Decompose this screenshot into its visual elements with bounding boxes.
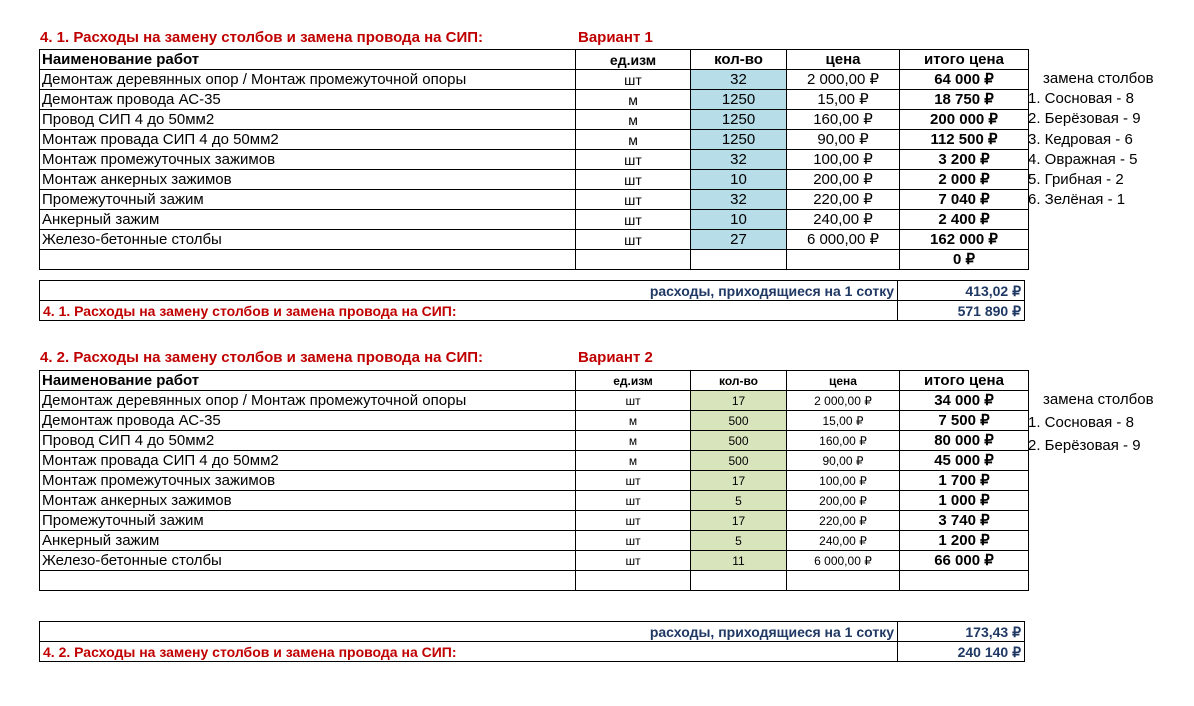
row-total[interactable]: 34 000 ₽: [900, 391, 1029, 411]
row-qty[interactable]: [691, 250, 787, 270]
row-name[interactable]: Монтаж провада СИП 4 до 50мм2: [40, 130, 576, 150]
row-unit[interactable]: шт: [576, 531, 691, 551]
row-qty[interactable]: [691, 571, 787, 591]
row-unit[interactable]: м: [576, 130, 691, 150]
section2-table: [39, 370, 1029, 591]
side-note: 3. Кедровая - 6: [1028, 131, 1133, 148]
row-unit[interactable]: шт: [576, 391, 691, 411]
header-unit: ед.изм: [576, 371, 691, 391]
header-total: итого цена: [900, 371, 1029, 391]
row-total[interactable]: 200 000 ₽: [900, 110, 1029, 130]
row-unit[interactable]: шт: [576, 150, 691, 170]
row-total[interactable]: 1 700 ₽: [900, 471, 1029, 491]
total-value[interactable]: 571 890 ₽: [898, 301, 1025, 321]
table-row: [40, 531, 1029, 551]
header-name: Наименование работ: [40, 50, 576, 70]
table-row: [40, 130, 1029, 150]
table-row: [40, 491, 1029, 511]
total-row: [40, 301, 1025, 321]
row-price[interactable]: 2 000,00 ₽: [787, 70, 900, 90]
row-name[interactable]: Монтаж промежуточных зажимов: [40, 471, 576, 491]
row-unit[interactable]: шт: [576, 511, 691, 531]
row-price[interactable]: 100,00 ₽: [787, 471, 900, 491]
per-sotka-row: [40, 622, 1025, 642]
row-name[interactable]: Промежуточный зажим: [40, 190, 576, 210]
row-name[interactable]: Демонтаж провода АС-35: [40, 90, 576, 110]
row-price[interactable]: 100,00 ₽: [787, 150, 900, 170]
row-name[interactable]: Промежуточный зажим: [40, 511, 576, 531]
row-total[interactable]: 45 000 ₽: [900, 451, 1029, 471]
row-unit[interactable]: шт: [576, 491, 691, 511]
row-name[interactable]: Провод СИП 4 до 50мм2: [40, 431, 576, 451]
table-row: [40, 250, 1029, 270]
row-qty[interactable]: 5: [691, 531, 787, 551]
row-price[interactable]: 2 000,00 ₽: [787, 391, 900, 411]
row-qty[interactable]: 32: [691, 190, 787, 210]
row-qty[interactable]: 27: [691, 230, 787, 250]
row-name[interactable]: Монтаж провада СИП 4 до 50мм2: [40, 451, 576, 471]
row-total[interactable]: 7 040 ₽: [900, 190, 1029, 210]
row-unit[interactable]: шт: [576, 70, 691, 90]
row-qty[interactable]: 1250: [691, 130, 787, 150]
table-row: [40, 110, 1029, 130]
row-unit[interactable]: м: [576, 411, 691, 431]
row-price[interactable]: [787, 250, 900, 270]
row-total[interactable]: 0 ₽: [900, 250, 1029, 270]
row-unit[interactable]: [576, 571, 691, 591]
row-qty[interactable]: 500: [691, 451, 787, 471]
row-name[interactable]: Железо-бетонные столбы: [40, 551, 576, 571]
row-name[interactable]: [40, 571, 576, 591]
row-name[interactable]: Монтаж анкерных зажимов: [40, 491, 576, 511]
row-total[interactable]: [900, 571, 1029, 591]
header-qty: кол-во: [691, 371, 787, 391]
row-qty[interactable]: 500: [691, 431, 787, 451]
side-note: 4. Овражная - 5: [1028, 151, 1138, 168]
row-total[interactable]: 162 000 ₽: [900, 230, 1029, 250]
table-row: [40, 551, 1029, 571]
row-price[interactable]: 15,00 ₽: [787, 90, 900, 110]
row-name[interactable]: Демонтаж деревянных опор / Монтаж промежуточной опоры: [40, 391, 576, 411]
row-price[interactable]: 240,00 ₽: [787, 210, 900, 230]
row-total[interactable]: 112 500 ₽: [900, 130, 1029, 150]
table-row: [40, 170, 1029, 190]
row-total[interactable]: 80 000 ₽: [900, 431, 1029, 451]
row-unit[interactable]: м: [576, 90, 691, 110]
per-sotka-label: расходы, приходящиеся на 1 сотку: [40, 281, 898, 301]
table-header: [40, 371, 1029, 391]
total-label: 4. 1. Расходы на замену столбов и замена провода на СИП:: [40, 301, 898, 321]
side-note: 1. Сосновая - 8: [1028, 414, 1134, 431]
table-row: [40, 391, 1029, 411]
row-unit[interactable]: шт: [576, 190, 691, 210]
table-row: [40, 190, 1029, 210]
row-unit[interactable]: м: [576, 110, 691, 130]
table-row: [40, 471, 1029, 491]
table-header: [40, 50, 1029, 70]
row-price[interactable]: 6 000,00 ₽: [787, 551, 900, 571]
section2-variant: Вариант 2: [578, 349, 653, 366]
row-price[interactable]: 90,00 ₽: [787, 130, 900, 150]
row-total[interactable]: 3 740 ₽: [900, 511, 1029, 531]
row-total[interactable]: 64 000 ₽: [900, 70, 1029, 90]
row-qty[interactable]: 11: [691, 551, 787, 571]
row-qty[interactable]: 32: [691, 70, 787, 90]
header-total: итого цена: [900, 50, 1029, 70]
table-row: [40, 90, 1029, 110]
row-qty[interactable]: 1250: [691, 90, 787, 110]
row-price[interactable]: 200,00 ₽: [787, 170, 900, 190]
row-name[interactable]: Провод СИП 4 до 50мм2: [40, 110, 576, 130]
row-unit[interactable]: м: [576, 431, 691, 451]
section1-title: 4. 1. Расходы на замену столбов и замена провода на СИП:: [40, 29, 484, 46]
row-price[interactable]: 220,00 ₽: [787, 190, 900, 210]
header-name: Наименование работ: [40, 371, 576, 391]
row-price[interactable]: 200,00 ₽: [787, 491, 900, 511]
section1-variant: Вариант 1: [578, 29, 653, 46]
row-price[interactable]: 90,00 ₽: [787, 451, 900, 471]
table-row: [40, 230, 1029, 250]
row-unit[interactable]: шт: [576, 210, 691, 230]
table-row: [40, 210, 1029, 230]
row-total[interactable]: 7 500 ₽: [900, 411, 1029, 431]
side-note: 1. Сосновая - 8: [1028, 90, 1134, 107]
row-total[interactable]: 3 200 ₽: [900, 150, 1029, 170]
row-name[interactable]: [40, 250, 576, 270]
row-price[interactable]: 6 000,00 ₽: [787, 230, 900, 250]
header-unit: ед.изм: [576, 50, 691, 70]
table-row: [40, 411, 1029, 431]
row-total[interactable]: 1 000 ₽: [900, 491, 1029, 511]
total-row: [40, 642, 1025, 662]
row-price[interactable]: 160,00 ₽: [787, 110, 900, 130]
header-price: цена: [787, 371, 900, 391]
row-qty[interactable]: 5: [691, 491, 787, 511]
row-qty[interactable]: 10: [691, 210, 787, 230]
table-row: [40, 571, 1029, 591]
row-unit[interactable]: м: [576, 451, 691, 471]
row-price[interactable]: 220,00 ₽: [787, 511, 900, 531]
row-total[interactable]: 18 750 ₽: [900, 90, 1029, 110]
row-name[interactable]: Демонтаж провода АС-35: [40, 411, 576, 431]
row-unit[interactable]: шт: [576, 471, 691, 491]
side-note: замена столбов: [1043, 391, 1154, 408]
side-note: 2. Берёзовая - 9: [1028, 110, 1141, 127]
row-name[interactable]: Монтаж промежуточных зажимов: [40, 150, 576, 170]
row-total[interactable]: 2 000 ₽: [900, 170, 1029, 190]
table-row: [40, 511, 1029, 531]
row-qty[interactable]: 1250: [691, 110, 787, 130]
side-note: замена столбов: [1043, 70, 1154, 87]
table-row: [40, 451, 1029, 471]
row-qty[interactable]: 500: [691, 411, 787, 431]
section1-table: [39, 49, 1029, 270]
section2-title: 4. 2. Расходы на замену столбов и замена провода на СИП:: [40, 349, 484, 366]
section1-summary: [39, 280, 1025, 321]
row-price[interactable]: 15,00 ₽: [787, 411, 900, 431]
total-label: 4. 2. Расходы на замену столбов и замена провода на СИП:: [40, 642, 898, 662]
per-sotka-value[interactable]: 173,43 ₽: [898, 622, 1025, 642]
table-row: [40, 70, 1029, 90]
row-qty[interactable]: 17: [691, 511, 787, 531]
table-row: [40, 150, 1029, 170]
row-name[interactable]: Монтаж анкерных зажимов: [40, 170, 576, 190]
row-qty[interactable]: 17: [691, 391, 787, 411]
row-qty[interactable]: 10: [691, 170, 787, 190]
row-qty[interactable]: 32: [691, 150, 787, 170]
row-name[interactable]: Железо-бетонные столбы: [40, 230, 576, 250]
total-value[interactable]: 240 140 ₽: [898, 642, 1025, 662]
row-name[interactable]: Анкерный зажим: [40, 531, 576, 551]
table-row: [40, 431, 1029, 451]
row-unit[interactable]: [576, 250, 691, 270]
section2-summary: [39, 621, 1025, 662]
row-total[interactable]: 1 200 ₽: [900, 531, 1029, 551]
row-price[interactable]: 240,00 ₽: [787, 531, 900, 551]
row-price[interactable]: [787, 571, 900, 591]
row-price[interactable]: 160,00 ₽: [787, 431, 900, 451]
side-note: 5. Грибная - 2: [1028, 171, 1124, 188]
row-name[interactable]: Демонтаж деревянных опор / Монтаж промежуточной опоры: [40, 70, 576, 90]
per-sotka-row: [40, 281, 1025, 301]
row-qty[interactable]: 17: [691, 471, 787, 491]
per-sotka-value[interactable]: 413,02 ₽: [898, 281, 1025, 301]
side-note: 2. Берёзовая - 9: [1028, 437, 1141, 454]
per-sotka-label: расходы, приходящиеся на 1 сотку: [40, 622, 898, 642]
row-total[interactable]: 2 400 ₽: [900, 210, 1029, 230]
header-price: цена: [787, 50, 900, 70]
row-unit[interactable]: шт: [576, 170, 691, 190]
row-name[interactable]: Анкерный зажим: [40, 210, 576, 230]
row-unit[interactable]: шт: [576, 230, 691, 250]
header-qty: кол-во: [691, 50, 787, 70]
row-unit[interactable]: шт: [576, 551, 691, 571]
side-note: 6. Зелёная - 1: [1028, 191, 1126, 208]
row-total[interactable]: 66 000 ₽: [900, 551, 1029, 571]
